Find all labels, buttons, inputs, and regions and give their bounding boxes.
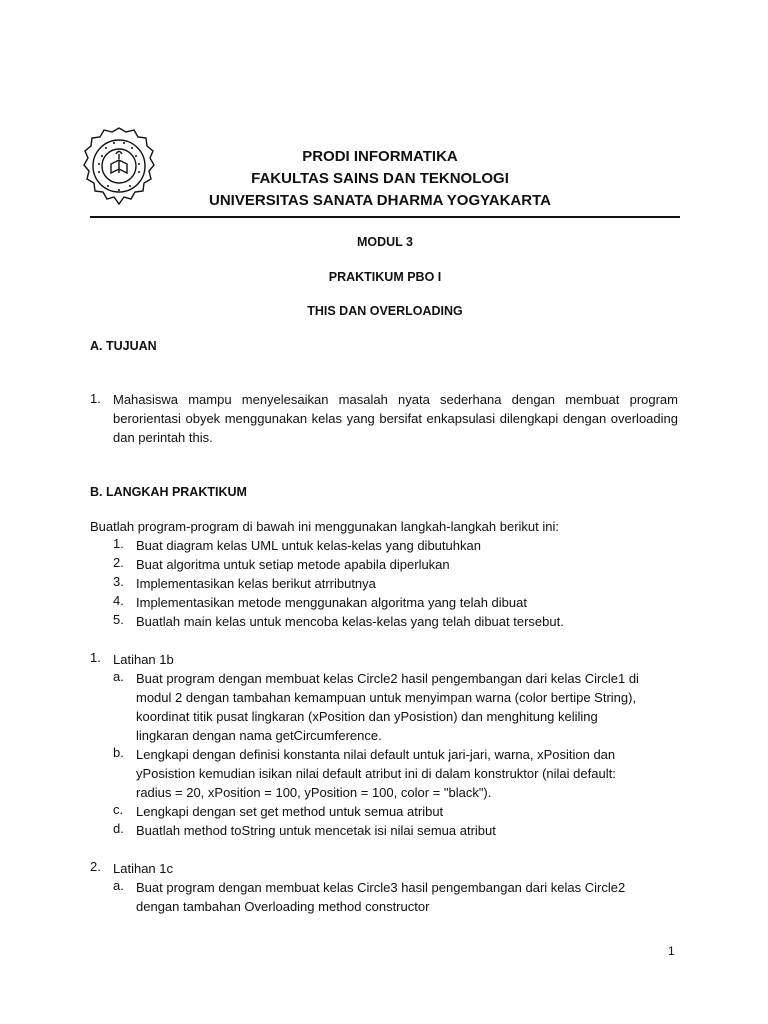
- step-text: Implementasikan kelas berikut atrributnya: [136, 576, 376, 591]
- langkah-intro: Buatlah program-program di bawah ini menggunakan langkah-langkah berikut ini:: [90, 519, 560, 534]
- header-line-2: FAKULTAS SAINS DAN TEKNOLOGI: [251, 170, 509, 187]
- tujuan-item-number: 1.: [90, 391, 101, 406]
- exercise-item-letter: c.: [113, 802, 124, 817]
- exercise-number: 2.: [90, 859, 101, 874]
- university-seal-icon: [82, 126, 156, 212]
- section-b-heading: B. LANGKAH PRAKTIKUM: [90, 485, 247, 499]
- exercise-item-line: Buatlah method toString untuk mencetak isi nilai semua atribut: [136, 823, 496, 838]
- exercise-item-line: yPosistion kemudian isikan nilai default atribut ini di dalam konstruktor (nilai default:: [136, 766, 616, 781]
- step-text: Implementasikan metode menggunakan algoritma yang telah dibuat: [136, 595, 527, 610]
- step-number: 4.: [113, 593, 124, 608]
- exercise-item-letter: b.: [113, 745, 124, 760]
- exercise-item-line: radius = 20, xPosition = 100, yPosition = 100, color = "black").: [136, 785, 492, 800]
- exercise-title: Latihan 1b: [113, 652, 174, 667]
- praktikum-title: PRAKTIKUM PBO I: [328, 270, 442, 284]
- exercise-item-line: modul 2 dengan tambahan kemampuan untuk menyimpan warna (color bertipe String),: [136, 690, 637, 705]
- exercise-title: Latihan 1c: [113, 861, 173, 876]
- step-number: 5.: [113, 612, 124, 627]
- exercise-item-line: lingkaran dengan nama getCircumference.: [136, 728, 382, 743]
- modul-title: MODUL 3: [356, 235, 414, 249]
- step-text: Buatlah main kelas untuk mencoba kelas-kelas yang telah dibuat tersebut.: [136, 614, 564, 629]
- exercise-item-line: Buat program dengan membuat kelas Circle2 hasil pengembangan dari kelas Circle1 di: [136, 671, 639, 686]
- header-line-3: UNIVERSITAS SANATA DHARMA YOGYAKARTA: [209, 192, 551, 209]
- step-number: 1.: [113, 536, 124, 551]
- step-text: Buat algoritma untuk setiap metode apabila diperlukan: [136, 557, 450, 572]
- exercise-item-letter: a.: [113, 669, 124, 684]
- topic-title: THIS DAN OVERLOADING: [307, 304, 463, 318]
- header-line-1: PRODI INFORMATIKA: [302, 148, 458, 165]
- step-text: Buat diagram kelas UML untuk kelas-kelas yang dibutuhkan: [136, 538, 481, 553]
- exercise-item-line: Lengkapi dengan definisi konstanta nilai default untuk jari-jari, warna, xPosition dan: [136, 747, 616, 762]
- header-divider: [90, 216, 680, 218]
- exercise-item-letter: d.: [113, 821, 124, 836]
- exercise-item-line: koordinat titik pusat lingkaran (xPosition dan yPosistion) dan menghitung keliling: [136, 709, 598, 724]
- exercise-number: 1.: [90, 650, 101, 665]
- exercise-item-line: Lengkapi dengan set get method untuk semua atribut: [136, 804, 444, 819]
- section-a-heading: A. TUJUAN: [90, 339, 157, 353]
- exercise-item-line: dengan tambahan Overloading method constructor: [136, 899, 430, 914]
- step-number: 2.: [113, 555, 124, 570]
- tujuan-item-text: Mahasiswa mampu menyelesaikan masalah nyata sederhana dengan membuat program berorientasi obyek menggunakan kelas yang bersifat enkapsulasi dilengkapi dengan overloading dan perintah this.: [113, 392, 678, 445]
- page-number: 1: [668, 944, 675, 958]
- exercise-item-letter: a.: [113, 878, 124, 893]
- step-number: 3.: [113, 574, 124, 589]
- exercise-item-line: Buat program dengan membuat kelas Circle3 hasil pengembangan dari kelas Circle2: [136, 880, 626, 895]
